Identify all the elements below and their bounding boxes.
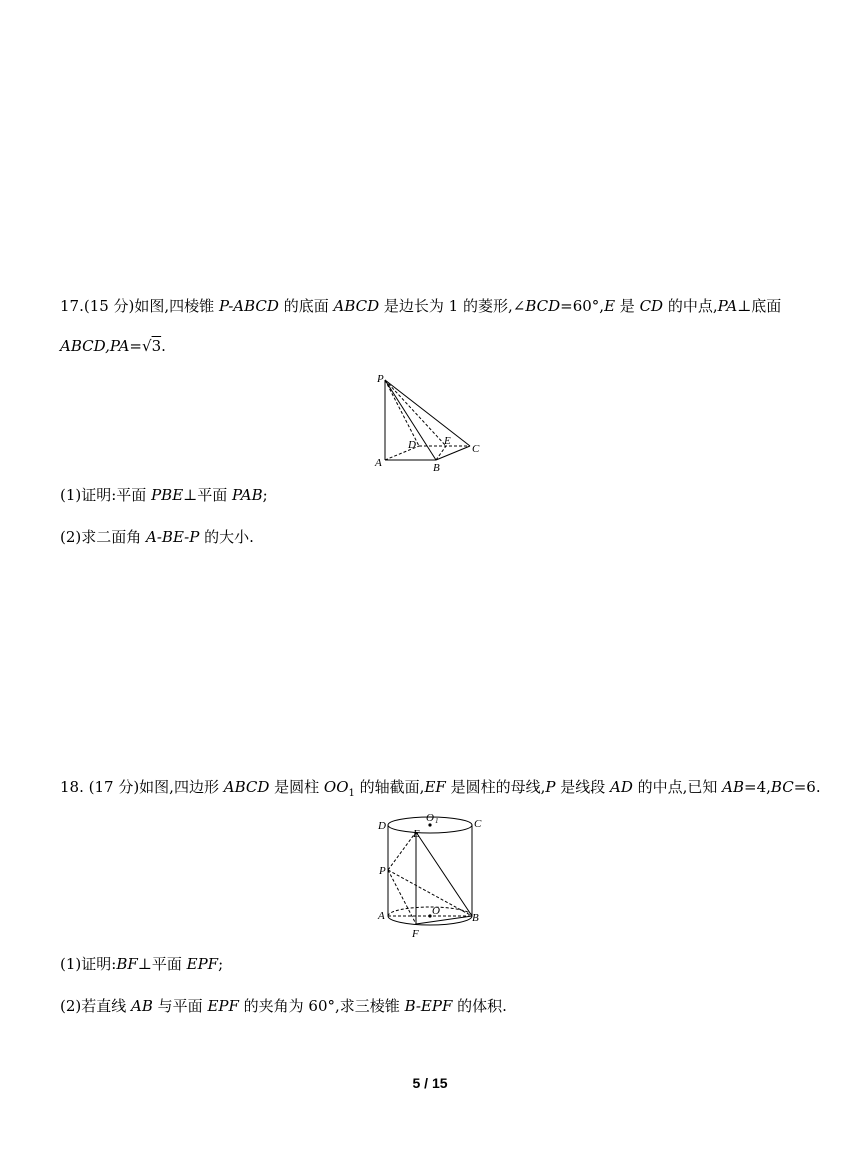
- vertex-label-b: B: [472, 912, 479, 924]
- point-label-e: E: [413, 828, 420, 840]
- page-number: 5 / 15: [412, 1075, 448, 1091]
- q17-pyramid-figure: [372, 372, 484, 472]
- point-label-f: F: [412, 928, 419, 940]
- q18-part2: (2)若直线 AB 与平面 EPF 的夹角为 60°,求三棱锥 B-EPF 的体积.: [60, 997, 507, 1015]
- vertex-label-d: D: [408, 439, 416, 451]
- q18-part1: (1)证明:BF⊥平面 EPF;: [60, 955, 224, 973]
- q17-part2: (2)求二面角 A-BE-P 的大小.: [60, 528, 254, 546]
- vertex-label-a: A: [375, 457, 382, 469]
- center-label-o: O: [432, 905, 440, 917]
- center-label-o1: O: [426, 812, 434, 824]
- q17-statement-line2: ABCD,PA=√3.: [60, 337, 166, 355]
- vertex-label-a: A: [378, 910, 385, 922]
- sqrt-expression: √3: [142, 337, 162, 355]
- q17-statement-line1: 17.(15 分)如图,四棱锥 P-ABCD 的底面 ABCD 是边长为 1 的菱形,∠BCD=60°,E 是 CD 的中点,PA⊥底面: [60, 297, 782, 315]
- q17-part1: (1)证明:平面 PBE⊥平面 PAB;: [60, 486, 268, 504]
- vertex-label-c: C: [474, 818, 482, 830]
- vertex-label-c: C: [472, 443, 480, 455]
- point-label-p: P: [379, 865, 386, 877]
- q18-statement-line1: 18. (17 分)如图,四边形 ABCD 是圆柱 $OO_1$ 的轴截面,EF 是圆柱的母线,P 是线段 AD 的中点,已知 AB=4,BC=6.: [60, 778, 821, 799]
- vertex-label-p: P: [377, 373, 384, 385]
- vertex-label-b: B: [433, 462, 440, 472]
- q18-cylinder-figure: [375, 810, 487, 944]
- center-label-o1-sub: 1: [435, 817, 439, 825]
- vertex-label-d: D: [378, 820, 386, 832]
- vertex-label-e: E: [444, 435, 451, 447]
